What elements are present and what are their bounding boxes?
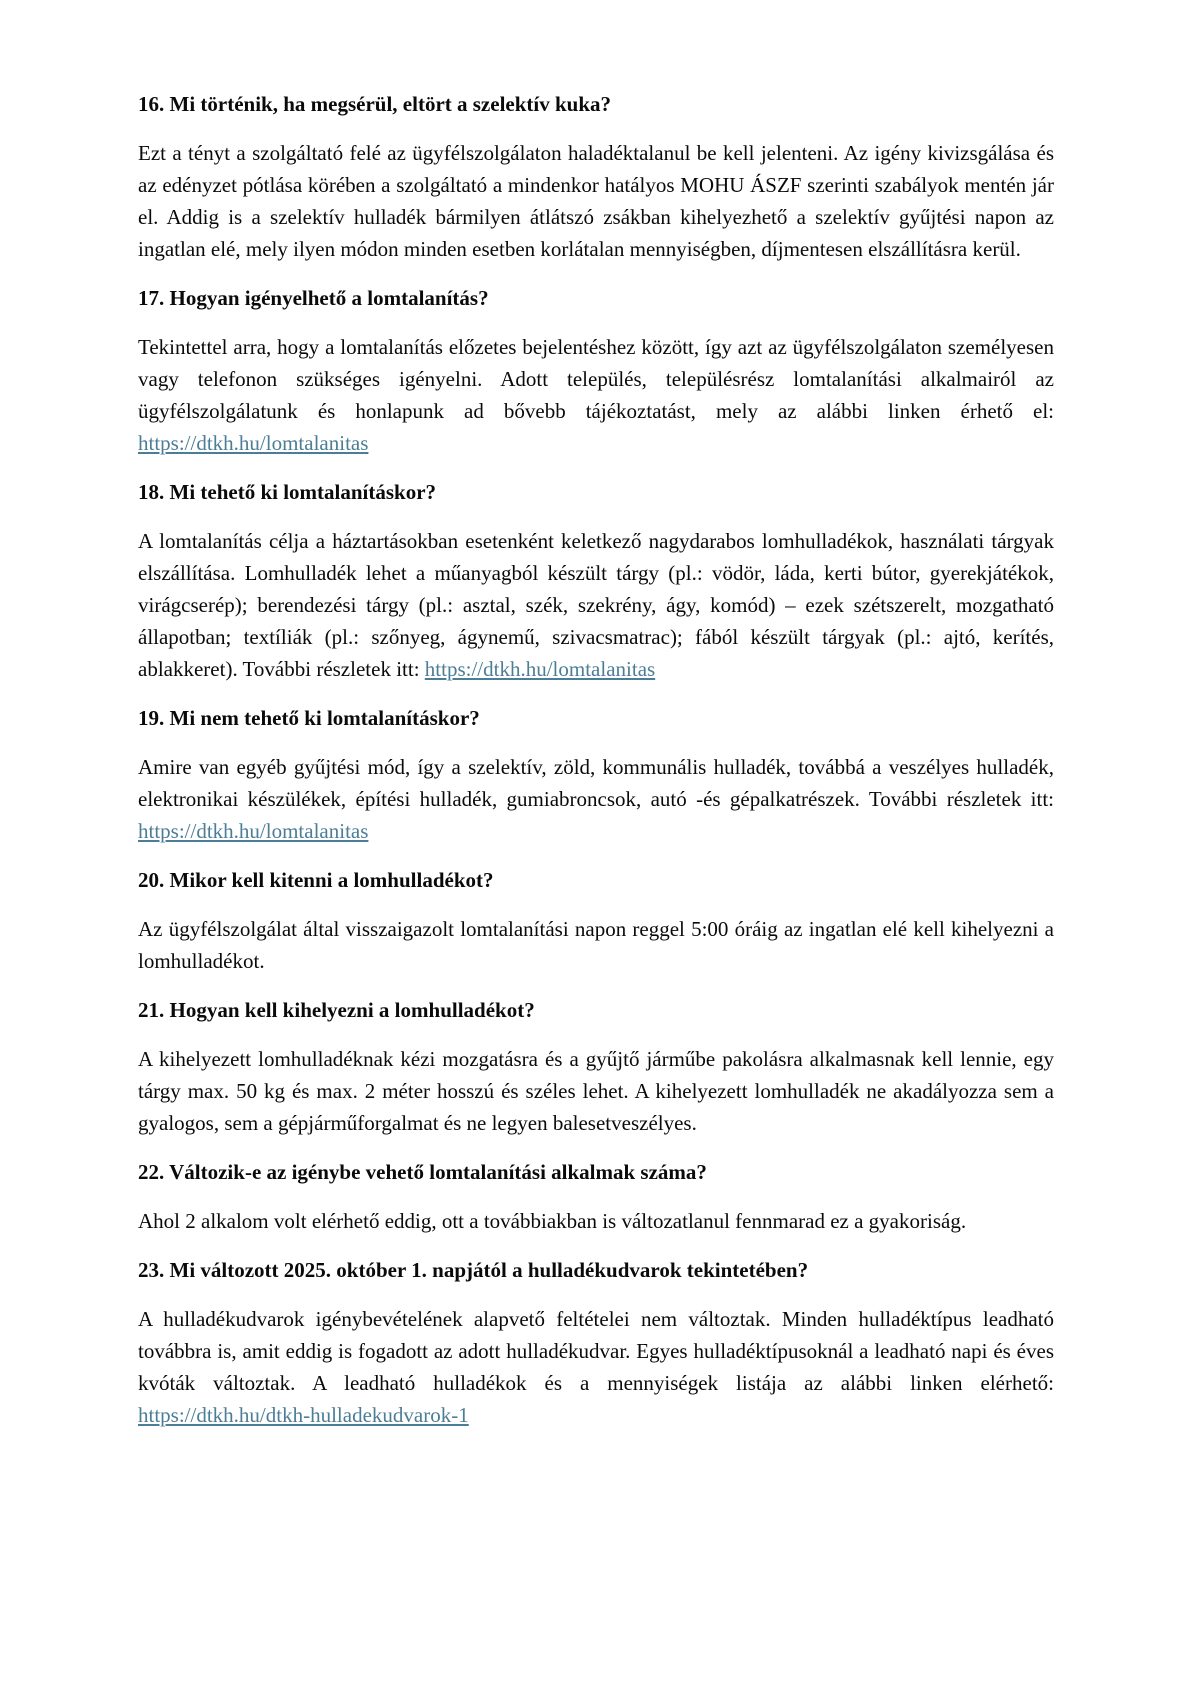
question-heading: 20. Mikor kell kitenni a lomhulladékot? <box>138 868 494 892</box>
answer-text: A kihelyezett lomhulladéknak kézi mozgatásra és a gyűjtő járműbe pakolásra alkalmasnak kell lennie, egy tárgy max. 50 kg és max. 2 méter hosszú és széles lehet. A kihelyezett lomhulladék ne akadályozza sem a gyalogos, sem a gépjárműforgalmat és ne legyen balesetveszélyes. <box>138 1047 1054 1135</box>
faq-section <box>138 476 1054 685</box>
question-heading: 23. Mi változott 2025. október 1. napjától a hulladékudvarok tekintetében? <box>138 1258 809 1282</box>
faq-section <box>138 1156 1054 1237</box>
faq-section <box>138 88 1054 265</box>
answer-paragraph <box>138 1205 1054 1237</box>
faq-section <box>138 1254 1054 1431</box>
hyperlink[interactable]: https://dtkh.hu/lomtalanitas <box>138 819 369 843</box>
question-heading: 22. Változik-e az igénybe vehető lomtalanítási alkalmak száma? <box>138 1160 707 1184</box>
answer-paragraph <box>138 331 1054 459</box>
faq-section <box>138 994 1054 1139</box>
answer-text: Amire van egyéb gyűjtési mód, így a szelektív, zöld, kommunális hulladék, továbbá a veszélyes hulladék, elektronikai készülékek, építési hulladék, gumiabroncsok, autó -és gépalkatrészek. További részletek itt: <box>138 755 1054 811</box>
answer-paragraph <box>138 751 1054 847</box>
answer-text: Ahol 2 alkalom volt elérhető eddig, ott a továbbiakban is változatlanul fennmarad ez a gyakoriság. <box>138 1209 967 1233</box>
answer-paragraph <box>138 1303 1054 1431</box>
answer-paragraph <box>138 1043 1054 1139</box>
hyperlink[interactable]: https://dtkh.hu/dtkh-hulladekudvarok-1 <box>138 1403 469 1427</box>
faq-section <box>138 282 1054 459</box>
hyperlink[interactable]: https://dtkh.hu/lomtalanitas <box>138 431 369 455</box>
answer-paragraph <box>138 137 1054 265</box>
faq-section <box>138 702 1054 847</box>
faq-section <box>138 864 1054 977</box>
hyperlink[interactable]: https://dtkh.hu/lomtalanitas <box>424 657 656 681</box>
question-heading: 19. Mi nem tehető ki lomtalanításkor? <box>138 706 480 730</box>
answer-paragraph <box>138 525 1054 685</box>
answer-text: A hulladékudvarok igénybevételének alapvető feltételei nem változtak. Minden hulladéktípus leadható továbbra is, amit eddig is fogadott az adott hulladékudvar. Egyes hulladéktípusoknál a leadható napi és éves kvóták változtak. A leadható hulladékok és a mennyiségek listája az alábbi linken elérhető: <box>138 1307 1054 1395</box>
answer-text: A lomtalanítás célja a háztartásokban esetenként keletkező nagydarabos lomhulladékok, használati tárgyak elszállítása. Lomhulladék lehet a műanyagból készült tárgy (pl.: vödör, láda, kerti bútor, gyerekjátékok, virágcserép); berendezési tárgy (pl.: asztal, szék, szekrény, ágy, komód) – ezek szétszerelt, mozgatható állapotban; textíliák (pl.: szőnyeg, ágynemű, szivacsmatrac); fából készült tárgyak (pl.: ajtó, kerítés, ablakkeret). További részletek itt: <box>138 529 1054 681</box>
question-heading: 16. Mi történik, ha megsérül, eltört a szelektív kuka? <box>138 92 612 116</box>
question-heading: 21. Hogyan kell kihelyezni a lomhulladékot? <box>138 998 535 1022</box>
answer-text: Ezt a tényt a szolgáltató felé az ügyfélszolgálaton haladéktalanul be kell jelenteni. Az igény kivizsgálása és az edényzet pótlása körében a szolgáltató a mindenkor hatályos MOHU ÁSZF szerinti szabályok mentén jár el. Addig is a szelektív hulladék bármilyen átlátszó zsákban kihelyezhető a szelektív gyűjtési napon az ingatlan elé, mely ilyen módon minden esetben korlátalan mennyiségben, díjmentesen elszállításra kerül. <box>138 141 1054 261</box>
question-heading: 18. Mi tehető ki lomtalanításkor? <box>138 480 437 504</box>
faq-sections <box>138 88 1054 1431</box>
answer-text: Az ügyfélszolgálat által visszaigazolt lomtalanítási napon reggel 5:00 óráig az ingatlan elé kell kihelyezni a lomhulladékot. <box>138 917 1054 973</box>
answer-paragraph <box>138 913 1054 977</box>
question-heading: 17. Hogyan igényelhető a lomtalanítás? <box>138 286 489 310</box>
answer-text: Tekintettel arra, hogy a lomtalanítás előzetes bejelentéshez között, így azt az ügyfélszolgálaton személyesen vagy telefonon szükséges igényelni. Adott település, településrész lomtalanítási alkalmairól az ügyfélszolgálatunk és honlapunk ad bővebb tájékoztatást, mely az alábbi linken érhető el: <box>138 335 1054 423</box>
